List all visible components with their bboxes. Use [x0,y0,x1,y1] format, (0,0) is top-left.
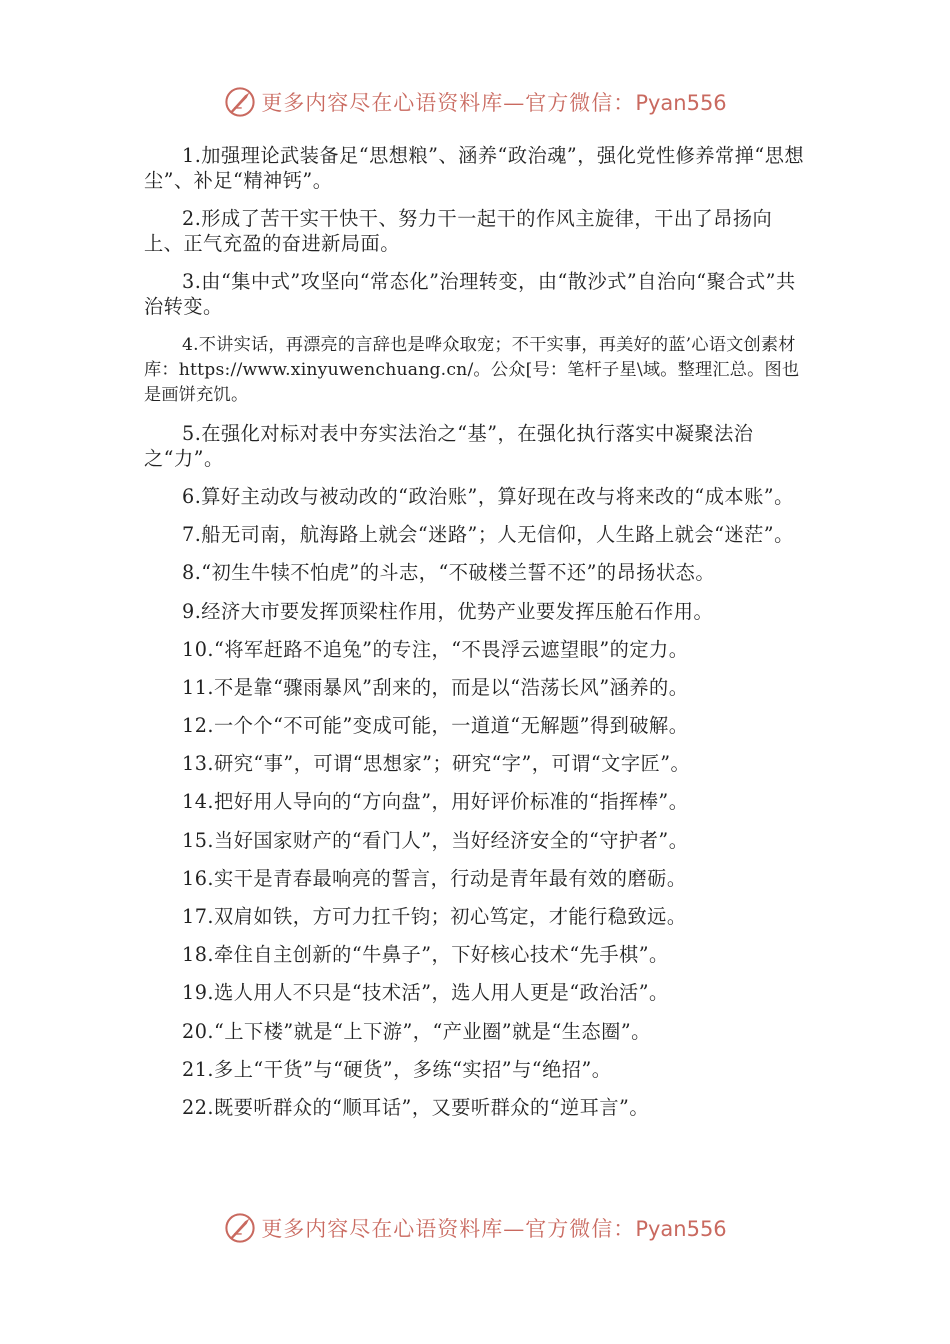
list-item: 2.形成了苦干实干快干、努力干一起干的作风主旋律，干出了昂扬向上、正气充盈的奋进新局面。 [144,207,773,256]
list-item: 16.实干是青春最响亮的誓言，行动是青年最有效的磨砺。 [182,866,687,890]
list-item: 1.加强理论武装备足“思想粮”、涵养“政治魂”，强化党性修养常掸“思想尘”、补足“精神钙”。 [144,144,805,192]
list-item: 9.经济大市要发挥顶梁柱作用，优势产业要发挥压舱石作用。 [182,599,714,623]
list-item: 6.算好主动改与被动改的“政治账”，算好现在改与将来改的“成本账”。 [182,484,794,508]
list-item: 18.牵住自主创新的“牛鼻子”，下好核心技术“先手棋”。 [182,943,669,967]
list-item: 10.“将军赶路不追兔”的专注，“不畏浮云遮望眼”的定力。 [182,637,689,661]
list-item: 13.研究“事”，可谓“思想家”；研究“字”，可谓“文字匠”。 [182,752,691,776]
footer-banner-text: 更多内容尽在心语资料库—官方微信：Pyan556 [261,1217,727,1241]
header-banner-text: 更多内容尽在心语资料库—官方微信：Pyan556 [261,91,727,115]
pen-logo-icon [223,1211,257,1245]
footer-banner [0,1208,950,1248]
list-item: 11.不是靠“骤雨暴风”刮来的，而是以“浩荡长风”涵养的。 [182,675,689,699]
list-item: 12.一个个“不可能”变成可能，一道道“无解题”得到破解。 [182,714,689,738]
list-item: 14.把好用人导向的“方向盘”，用好评价标准的“指挥棒”。 [182,790,689,814]
list-item: 4.不讲实话，再漂亮的言辞也是哗众取宠；不干实事，再美好的蓝’心语文创素材库：https://www.xinyuwenchuang.cn/。公众[号：笔杆子星\域。整理汇总。图也是画饼充饥。 [144,334,800,405]
list-item: 5.在强化对标对表中夯实法治之“基”，在强化执行落实中凝聚法治之“力”。 [144,421,754,470]
pen-logo-icon [223,85,257,119]
header-banner [0,82,950,122]
list-item: 15.当好国家财产的“看门人”，当好经济安全的“守护者”。 [182,828,689,852]
list-item: 19.选人用人不只是“技术活”，选人用人更是“政治活”。 [182,981,669,1005]
list-item: 21.多上“干货”与“硬货”，多练“实招”与“绝招”。 [182,1057,612,1081]
list-item: 8.“初生牛犊不怕虎”的斗志，“不破楼兰誓不还”的昂扬状态。 [182,561,716,585]
list-item: 7.船无司南，航海路上就会“迷路”；人无信仰，人生路上就会“迷茫”。 [182,523,794,547]
list-item: 3.由“集中式”攻坚向“常态化”治理转变，由“散沙式”自治向“聚合式”共治转变。 [144,270,796,319]
header-banner-id: Pyan556 [635,91,727,115]
footer-banner-id: Pyan556 [635,1217,727,1241]
list-item: 17.双肩如铁，方可力扛千钧；初心笃定，才能行稳致远。 [182,905,687,928]
list-item: 20.“上下楼”就是“上下游”，“产业圈”就是“生态圈”。 [182,1019,651,1043]
document-body [144,143,808,1133]
list-item: 22.既要听群众的“顺耳话”，又要听群众的“逆耳言”。 [182,1095,650,1119]
